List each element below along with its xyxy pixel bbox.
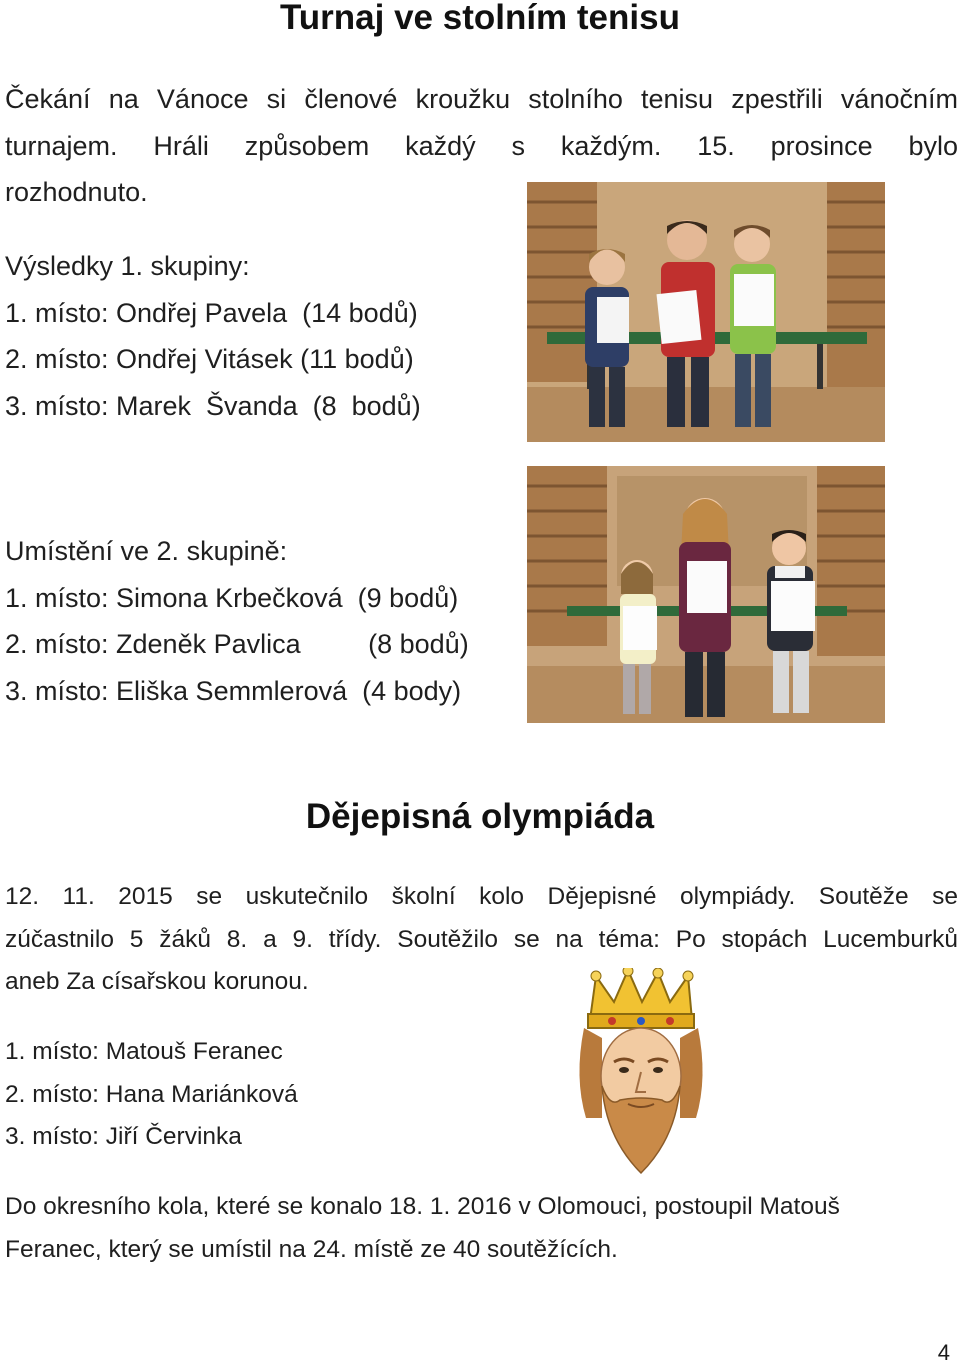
history-title: Dějepisná olympiáda [305, 797, 655, 836]
group2-results [5, 528, 520, 714]
history-intro-line-1: 12. 11. 2015 se uskutečnilo školní kolo Dějepisné olympiády. Soutěže se [5, 883, 958, 910]
history-closing-line-1: Do okresního kola, které se konalo 18. 1. 2016 v Olomouci, postoupil Matouš [5, 1193, 840, 1220]
tennis-intro-line-3: rozhodnuto. [5, 177, 148, 207]
king-crown-illustration [562, 968, 722, 1183]
history-result-2: 2. místo: Hana Mariánková [5, 1080, 298, 1108]
tennis-intro-line-1: Čekání na Vánoce si členové kroužku stolního tenisu zpestřili vánočním [5, 84, 958, 114]
group2-result-1: 1. místo: Simona Krbečková (9 bodů) [5, 582, 459, 613]
group1-result-2: 2. místo: Ondřej Vitásek (11 bodů) [5, 344, 414, 374]
page-number: 4 [937, 1340, 950, 1365]
tennis-title: Turnaj ve stolním tenisu [280, 0, 680, 37]
group2-result-3: 3. místo: Eliška Semmlerová (4 body) [5, 675, 462, 706]
history-result-3: 3. místo: Jiří Červinka [5, 1123, 242, 1150]
group1-result-1: 1. místo: Ondřej Pavela (14 bodů) [5, 297, 418, 328]
group1-result-3: 3. místo: Marek Švanda (8 bodů) [5, 390, 421, 421]
history-intro-line-2: zúčastnilo 5 žáků 8. a 9. třídy. Soutěžilo se na téma: Po stopách Lucemburků [5, 925, 958, 953]
history-closing-line-2: Feranec, který se umístil na 24. místě ze 40 soutěžících. [5, 1235, 618, 1263]
history-intro-line-3: aneb Za císařskou korunou. [5, 968, 309, 995]
history-results [5, 1031, 525, 1159]
group2-result-2: 2. místo: Zdeněk Pavlica (8 bodů) [5, 629, 469, 659]
group1-results [5, 243, 520, 429]
history-result-1: 1. místo: Matouš Feranec [5, 1038, 283, 1065]
tennis-intro-line-2: turnajem. Hráli způsobem každý s každým. 15. prosince bylo [5, 130, 958, 161]
tennis-group1-photo [527, 182, 885, 442]
history-closing [5, 1186, 958, 1271]
history-intro [5, 876, 958, 1004]
group1-heading: Výsledky 1. skupiny: [5, 251, 250, 281]
group2-heading: Umístění ve 2. skupině: [5, 536, 288, 566]
tennis-group2-photo [527, 466, 885, 723]
